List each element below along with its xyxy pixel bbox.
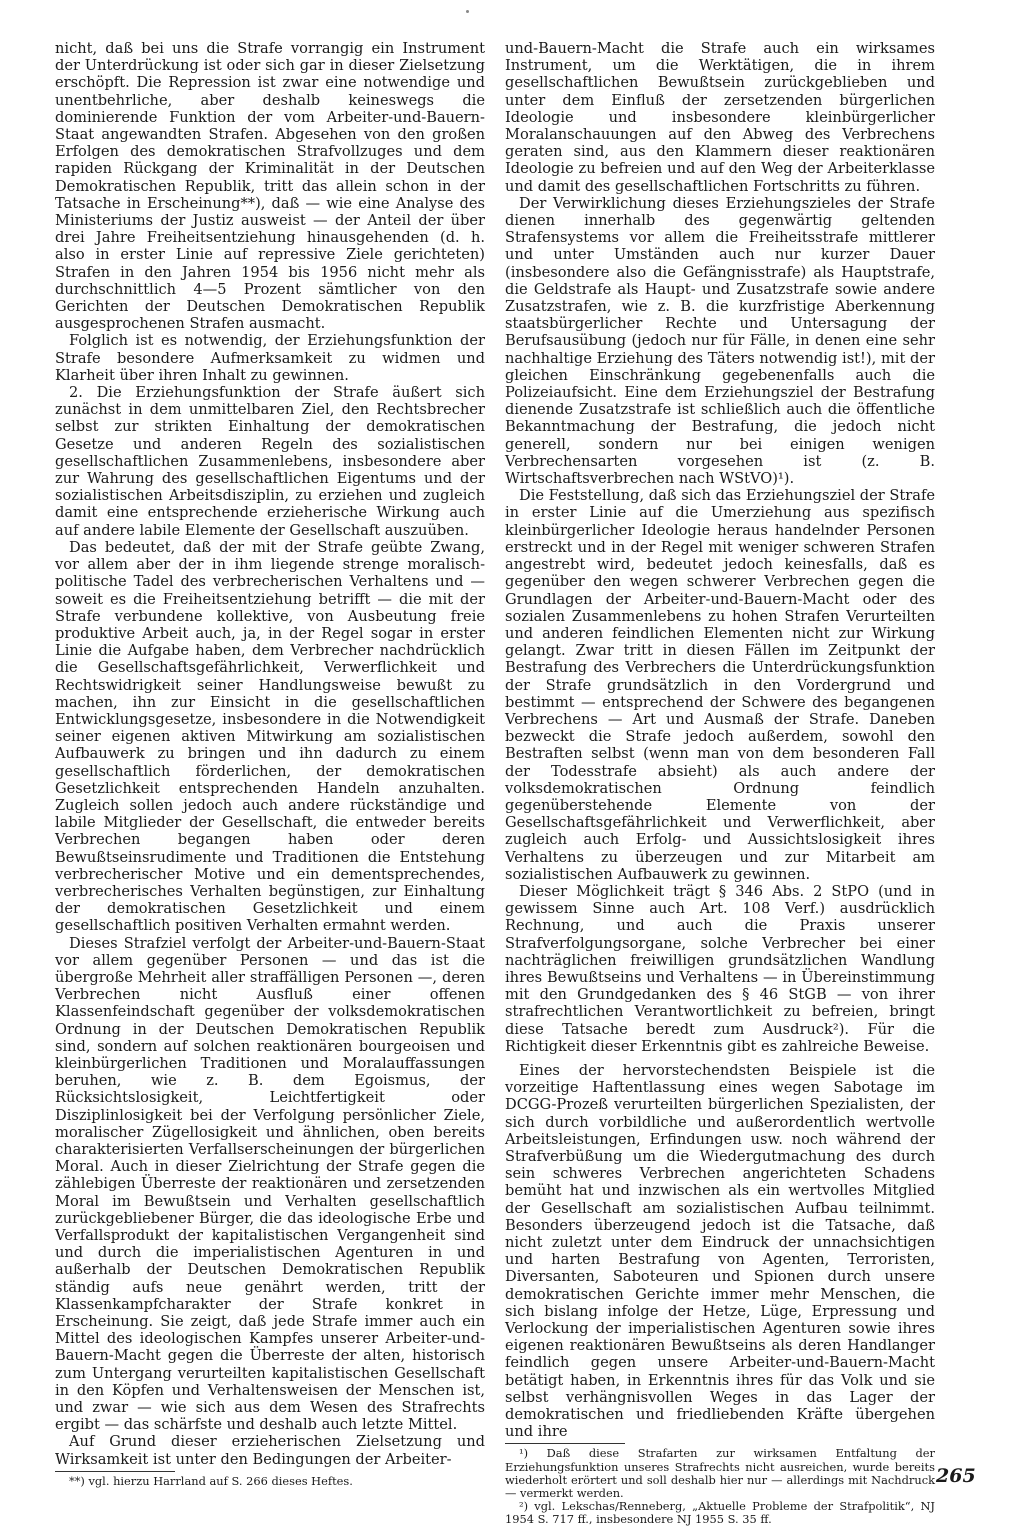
left-paragraph-4: Das bedeutet, daß der mit der Strafe geübte Zwang, vor allem aber der in ihm liegende strenge moralisch-politische Tadel des verbrecherischen Verhaltens und — soweit es die Freiheitsentziehung betrifft — die mit der Strafe verbundene kollektive, von Ausbeutung freie produktive Arbeit auch, ja, in der Regel sogar in erster Linie die Aufgabe haben, dem Verbrecher nachdrücklich die Gesellschaftsgefährlichkeit, Verwerflichkeit und Rechtswidrigkeit seiner Handlungsweise bewußt zu machen, ihn zur Einsicht in die gesellschaftlichen Entwicklungsgesetze, insbesondere in die Notwendigkeit seiner eigenen aktiven Mitwirkung am sozialistischen Aufbauwerk zu bringen und ihn dadurch zu einem gesellschaftlich förderlichen, der demokratischen Gesetzlichkeit entsprechenden Handeln anzuhalten. Zugleich sollen jedoch auch andere rückständige und labile Mitglieder der Gesellschaft, die entweder bereits Verbrechen begangen haben oder deren Bewußtseinsrudimente und Traditionen die Entstehung verbrecherischer Motive und ein dementsprechendes, verbrecherisches Verhalten begünstigen, zur Einhaltung der demokratischen Gesetzlichkeit und einem gesellschaftlich positiven Verhalten ermahnt werden. [55, 538, 485, 935]
left-footnote: **) vgl. hierzu Harrland auf S. 266 dieses Heftes. [69, 1473, 353, 1488]
right-paragraph-1: und-Bauern-Macht die Strafe auch ein wirksames Instrument, um die Werktätigen, die in ihrem gesellschaftlichen Bewußtsein zurückgeblieben und unter dem Einfluß der zersetzenden bürgerlichen Ideologie und insbesondere kleinbürgerlicher Moralanschauungen auf den Abweg des Verbrechens geraten sind, aus den Klammern dieser reaktionären Ideologie zu befreien und auf den Weg der Arbeiterklasse und damit des gesellschaftlichen Fortschritts zu führen. [505, 40, 935, 195]
right-footnote-2: ²) vgl. Lekschas/Renneberg, „Aktuelle Probleme der Strafpolitik“, NJ 1954 S. 717 ff., insbesondere NJ 1955 S. 35 ff. [505, 1499, 935, 1527]
right-paragraph-3: Die Feststellung, daß sich das Erziehungsziel der Strafe in erster Linie auf die Umerziehung aus spezifisch kleinbürgerlicher Ideologie heraus handelnder Personen erstreckt und in der Regel mit weniger schweren Strafen angestrebt wird, bedeutet jedoch keinesfalls, daß es gegenüber den wegen schwerer Verbrechen gegen die Grundlagen der Arbeiter-und-Bauern-Macht oder des sozialen Zusammenlebens zu hohen Strafen Verurteilten und anderen feindlichen Elementen nicht zur Wirkung gelangt. Zwar tritt in diesen Fällen im Zeitpunkt der Bestrafung des Verbrechers die Unterdrückungsfunktion der Strafe grundsätzlich in den Vordergrund und bestimmt — entsprechend der Schwere des begangenen Verbrechens — Art und Ausmaß der Strafe. Daneben bezweckt die Strafe jedoch außerdem, sowohl den Bestraften selbst (wenn man von dem besonderen Fall der Todesstrafe absieht) als auch andere der volksdemokratischen Ordnung feindlich gegenüberstehende Elemente von der Gesellschaftsgefährlichkeit und Verwerflichkeit, aber zugleich auch Erfolg- und Aussichtslosigkeit ihres Verhaltens zu überzeugen und zur Mitarbeit am sozialistischen Aufbauwerk zu gewinnen. [505, 487, 935, 883]
left-paragraph-1: nicht, daß bei uns die Strafe vorrangig ein Instrument der Unterdrückung ist oder sich gar in dieser Zielsetzung erschöpft. Die Repression ist zwar eine notwendige und unentbehrliche, aber deshalb keineswegs die dominierende Funktion der vom Arbeiter-und-Bauern-Staat angewandten Strafen. Abgesehen von den großen Erfolgen des demokratischen Strafvollzuges und dem rapiden Rückgang der Kriminalität in der Deutschen Demokratischen Republik, tritt das allein schon in der Tatsache in Erscheinung**), daß — wie eine Analyse des Ministeriums der Justiz ausweist — der Anteil der über drei Jahre Freiheitsentziehung hinausgehenden (d. h. also in erster Linie auf repressive Ziele gerichteten) Strafen in den Jahren 1954 bis 1956 nicht mehr als durchschnittlich 4—5 Prozent sämtlicher von den Gerichten der Deutschen Demokratischen Republik ausgesprochenen Strafen ausmacht. [55, 40, 485, 333]
right-column [505, 40, 935, 1527]
footnote-rule [505, 1443, 625, 1444]
right-paragraph-5: Eines der hervorstechendsten Beispiele ist die vorzeitige Haftentlassung eines wegen Sabotage im DCGG-Prozeß verurteilten bürgerlichen Spezialisten, der sich durch vorbildliche und außerordentlich wertvolle Arbeitsleistungen, Erfindungen usw. noch während der Strafverbüßung um die Wiedergutmachung des durch sein schweres Verbrechen angerichteten Schadens bemüht hat und inzwischen als ein wertvolles Mitglied der Gesellschaft am sozialistischen Aufbau teilnimmt. Besonders überzeugend jedoch ist die Tatsache, daß nicht zuletzt unter dem Eindruck der unnachsichtigen und harten Bestrafung von Agenten, Terroristen, Diversanten, Saboteuren und Spionen durch unsere demokratischen Gerichte immer mehr Menschen, die sich bislang infolge der Hetze, Lüge, Erpressung und Verlockung der imperialistischen Agenturen sowie ihres eigenen reaktionären Bewußtseins als deren Handlanger feindlich gegen unsere Arbeiter-und-Bauern-Macht betätigt haben, in Erkenntnis ihres für das Volk und sie selbst verhängnisvollen Weges in das Lager der demokratischen und friedliebenden Kräfte übergehen und ihre [505, 1061, 935, 1441]
right-paragraph-2: Der Verwirklichung dieses Erziehungszieles der Strafe dienen innerhalb des gegenwärtig geltenden Strafensystems vor allem die Freiheitsstrafe mittlerer und unter Umständen auch nur kurzer Dauer (insbesondere also die Gefängnisstrafe) als Hauptstrafe, die Geldstrafe als Haupt- und Zusatzstrafe sowie andere Zusatzstrafen, wie z. B. die kurzfristige Aberkennung staatsbürgerlicher Rechte und Untersagung der Berufsausübung (jedoch nur für Fälle, in denen eine sehr nachhaltige Erziehung des Täters notwendig ist!), mit der gleichen Einschränkung gegebenenfalls auch die Polizeiaufsicht. Eine dem Erziehungsziel der Bestrafung dienende Zusatzstrafe ist schließlich auch die öffentliche Bekanntmachung der Bestrafung, die jedoch nicht generell, sondern nur bei einigen wenigen Verbrechensarten vorgesehen ist (z. B. Wirtschaftsverbrechen nach WStVO)¹). [505, 194, 935, 488]
page-number: 265 [936, 1465, 976, 1487]
footnote-rule [55, 1471, 175, 1472]
left-column [55, 40, 485, 1488]
scan-speck [466, 10, 469, 13]
left-paragraph-6: Auf Grund dieser erzieherischen Zielsetzung und Wirksamkeit ist unter den Bedingungen der Arbeiter- [55, 1433, 485, 1468]
left-paragraph-5: Dieses Strafziel verfolgt der Arbeiter-und-Bauern-Staat vor allem gegenüber Personen — und das ist die übergroße Mehrheit aller straffälligen Personen —, deren Verbrechen nicht Ausfluß einer offenen Klassenfeindschaft gegenüber der volksdemokratischen Ordnung in der Deutschen Demokratischen Republik sind, sondern auf solchen reaktionären bourgeoisen und kleinbürgerlichen Traditionen und Moralauffassungen beruhen, wie z. B. dem Egoismus, der Rücksichtslosigkeit, Leichtfertigkeit oder Disziplinlosigkeit bei der Verfolgung persönlicher Ziele, moralischer Zügellosigkeit und ähnlichen, oben bereits charakterisierten Verfallserscheinungen der bürgerlichen Moral. Auch in dieser Zielrichtung der Strafe gegen die zählebigen Überreste der reaktionären und zersetzenden Moral im Bewußtsein und Verhalten gesellschaftlich zurückgebliebener Bürger, die das ideologische Erbe und Verfallsprodukt der kapitalistischen Vergangenheit sind und durch die imperialistischen Agenturen in und außerhalb der Deutschen Demokratischen Republik ständig aufs neue genährt werden, tritt der Klassenkampfcharakter der Strafe konkret in Erscheinung. Sie zeigt, daß jede Strafe immer auch ein Mittel des ideologischen Kampfes unserer Arbeiter-und-Bauern-Macht gegen die Überreste der alten, historisch zum Untergang verurteilten kapitalistischen Gesellschaft in den Köpfen und Verhaltensweisen der Menschen ist, und zwar — wie sich aus dem Wesen des Strafrechts ergibt — das schärfste und deshalb auch letzte Mittel. [55, 934, 485, 1434]
right-footnote-1: ¹) Daß diese Strafarten zur wirksamen Entfaltung der Erziehungsfunktion unseres Strafrechts nicht ausreichen, wurde bereits wiederholt erörtert und soll deshalb hier nur — allerdings mit Nachdruck — vermerkt werden. [505, 1446, 935, 1501]
left-paragraph-3: 2. Die Erziehungsfunktion der Strafe äußert sich zunächst in dem unmittelbaren Ziel, den Rechtsbrecher selbst zur strikten Einhaltung der demokratischen Gesetze und anderen Regeln des sozialistischen gesellschaftlichen Zusammenlebens, insbesondere aber zur Wahrung des gesellschaftlichen Eigentums und der sozialistischen Arbeitsdisziplin, zu erziehen und zugleich damit eine entsprechende erzieherische Wirkung auch auf andere labile Elemente der Gesellschaft auszuüben. [55, 384, 485, 539]
right-paragraph-4: Dieser Möglichkeit trägt § 346 Abs. 2 StPO (und in gewissem Sinne auch Art. 108 Verf.) ausdrücklich Rechnung, und auch die Praxis unserer Strafverfolgungsorgane, solche Verbrecher bei einer nachträglichen freiwilligen grundsätzlichen Wandlung ihres Bewußtseins und Verhaltens — in Übereinstimmung mit den Grundgedanken des § 46 StGB — von ihrer strafrechtlichen Verantwortlichkeit zu befreien, bringt diese Tatsache beredt zum Ausdruck²). Für die Richtigkeit dieser Erkenntnis gibt es zahlreiche Beweise. [505, 882, 935, 1055]
left-paragraph-2: Folglich ist es notwendig, der Erziehungsfunktion der Strafe besondere Aufmerksamkeit zu widmen und Klarheit über ihren Inhalt zu gewinnen. [55, 332, 485, 384]
